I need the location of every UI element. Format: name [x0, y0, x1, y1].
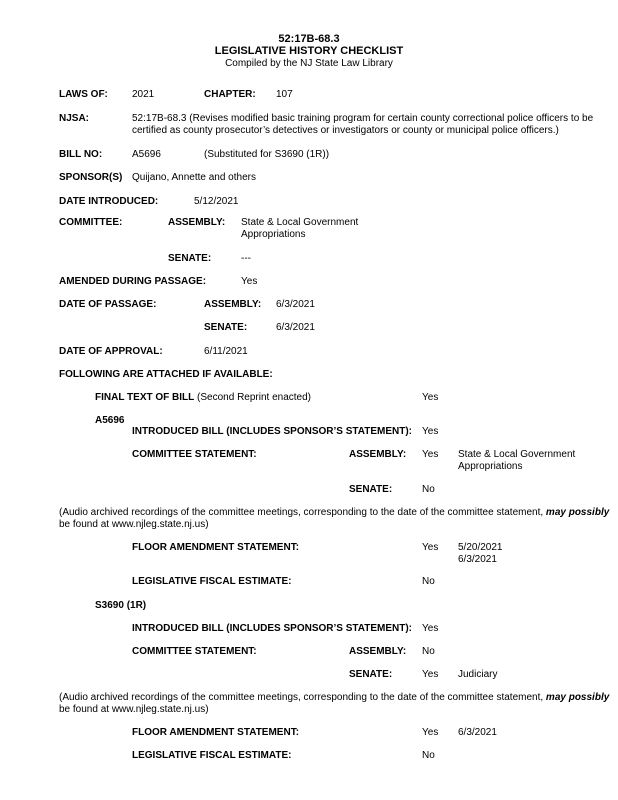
laws-of-label: LAWS OF:	[59, 89, 108, 100]
s3690-fiscal-value: No	[422, 750, 435, 761]
a5696-assembly-label: ASSEMBLY:	[349, 449, 407, 460]
bill-no-value: A5696	[132, 149, 161, 160]
committee-assembly-line-2: Appropriations	[241, 229, 306, 240]
s3690-audio-note-text: (Audio archived recordings of the committee meetings, corresponding to the date of the committee statement,	[59, 692, 546, 703]
date-introduced-label: DATE INTRODUCED:	[59, 196, 159, 207]
compiled-by: Compiled by the NJ State Law Library	[225, 58, 393, 69]
following-attached-heading: FOLLOWING ARE ATTACHED IF AVAILABLE:	[59, 369, 273, 380]
s3690-senate-label: SENATE:	[349, 669, 393, 680]
s3690-audio-note-line-2: be found at www.njleg.state.nj.us)	[59, 704, 209, 715]
final-text-label: FINAL TEXT OF BILL	[95, 392, 195, 403]
a5696-assembly-committee-line-2: Appropriations	[458, 461, 523, 472]
s3690-audio-note-emphasis: may possibly	[545, 692, 610, 703]
chapter-value: 107	[276, 89, 293, 100]
a5696-floor-label: FLOOR AMENDMENT STATEMENT:	[132, 542, 300, 553]
a5696-senate-label: SENATE:	[349, 484, 393, 495]
bill-no-note: (Substituted for S3690 (1R))	[204, 149, 330, 160]
passage-senate-label: SENATE:	[204, 322, 248, 333]
amended-label: AMENDED DURING PASSAGE:	[59, 276, 207, 287]
a5696-audio-note-line-1	[59, 507, 609, 519]
njsa-label: NJSA:	[59, 113, 90, 124]
a5696-floor-date-1: 5/20/2021	[458, 542, 503, 553]
s3690-senate-committee: Judiciary	[458, 669, 498, 680]
page-title: LEGISLATIVE HISTORY CHECKLIST	[214, 45, 404, 57]
final-text-note: (Second Reprint enacted)	[197, 392, 312, 403]
njsa-line-2: certified as county prosecutor’s detectives or investigators or county or municipal police officers.)	[132, 125, 559, 136]
amended-value: Yes	[241, 276, 258, 287]
s3690-assembly-value: No	[422, 646, 435, 657]
a5696-audio-note-text: (Audio archived recordings of the committee meetings, corresponding to the date of the committee statement,	[59, 507, 546, 518]
a5696-floor-date-2: 6/3/2021	[458, 554, 497, 565]
a5696-fiscal-label: LEGISLATIVE FISCAL ESTIMATE:	[132, 576, 292, 587]
s3690-floor-label: FLOOR AMENDMENT STATEMENT:	[132, 727, 300, 738]
s3690-introduced-label: INTRODUCED BILL (INCLUDES SPONSOR’S STATEMENT):	[132, 623, 412, 634]
a5696-senate-value: No	[422, 484, 435, 495]
statute-number: 52:17B-68.3	[278, 33, 340, 45]
sponsors-label: SPONSOR(S)	[59, 172, 123, 183]
committee-assembly-label: ASSEMBLY:	[168, 217, 226, 228]
laws-of-value: 2021	[132, 89, 155, 100]
s3690-introduced-value: Yes	[422, 623, 439, 634]
a5696-audio-note-emphasis: may possibly	[545, 507, 610, 518]
date-of-approval-label: DATE OF APPROVAL:	[59, 346, 163, 357]
s3690-floor-value: Yes	[422, 727, 439, 738]
committee-assembly-line-1: State & Local Government	[241, 217, 359, 228]
a5696-assembly-value: Yes	[422, 449, 439, 460]
date-of-approval-value: 6/11/2021	[204, 346, 248, 357]
passage-assembly-value: 6/3/2021	[276, 299, 315, 310]
date-introduced-value: 5/12/2021	[194, 196, 239, 207]
s3690-assembly-label: ASSEMBLY:	[349, 646, 407, 657]
passage-senate-value: 6/3/2021	[276, 322, 315, 333]
a5696-committee-label: COMMITTEE STATEMENT:	[132, 449, 257, 460]
committee-senate-value: ---	[241, 253, 251, 264]
a5696-introduced-value: Yes	[422, 426, 439, 437]
chapter-label: CHAPTER:	[204, 89, 256, 100]
committee-senate-label: SENATE:	[168, 253, 212, 264]
s3690-floor-date: 6/3/2021	[458, 727, 497, 738]
date-of-passage-label: DATE OF PASSAGE:	[59, 299, 157, 310]
a5696-floor-value: Yes	[422, 542, 439, 553]
s3690-senate-value: Yes	[422, 669, 439, 680]
a5696-heading: A5696	[95, 415, 125, 426]
njsa-line-1: 52:17B-68.3 (Revises modified basic training program for certain county correctional police officers to be	[132, 113, 594, 124]
a5696-audio-note-line-2: be found at www.njleg.state.nj.us)	[59, 519, 209, 530]
bill-no-label: BILL NO:	[59, 149, 103, 160]
a5696-assembly-committee-line-1: State & Local Government	[458, 449, 576, 460]
final-text-row	[95, 392, 311, 404]
a5696-introduced-label: INTRODUCED BILL (INCLUDES SPONSOR’S STATEMENT):	[132, 426, 412, 437]
committee-label: COMMITTEE:	[59, 217, 123, 228]
s3690-heading: S3690 (1R)	[95, 600, 147, 611]
sponsors-value: Quijano, Annette and others	[132, 172, 256, 183]
s3690-committee-label: COMMITTEE STATEMENT:	[132, 646, 257, 657]
a5696-fiscal-value: No	[422, 576, 435, 587]
s3690-fiscal-label: LEGISLATIVE FISCAL ESTIMATE:	[132, 750, 292, 761]
s3690-audio-note-line-1	[59, 692, 609, 704]
passage-assembly-label: ASSEMBLY:	[204, 299, 262, 310]
final-text-value: Yes	[422, 392, 439, 403]
